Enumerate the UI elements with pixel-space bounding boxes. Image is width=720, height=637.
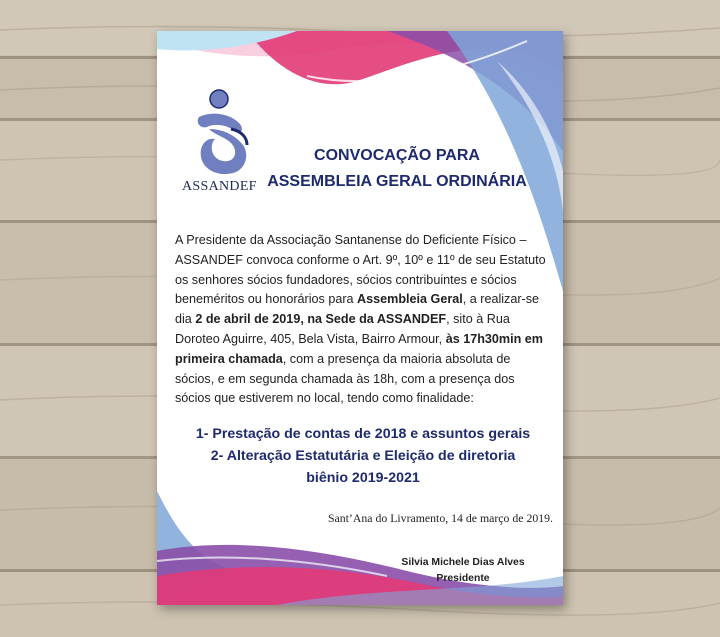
title-line-2: ASSEMBLEIA GERAL ORDINÁRIA bbox=[267, 173, 527, 190]
body-text-2: , a realizar-se dia bbox=[175, 292, 540, 327]
title-line-1: CONVOCAÇÃO PARA bbox=[314, 147, 480, 164]
agenda-item-3: biênio 2019-2021 bbox=[306, 470, 420, 486]
body-text-4: , com a presença da maioria absoluta de sócios, e em segunda chamada às 18h, com a presença dos sócios que estiverem no local, tendo como finalidade: bbox=[175, 351, 515, 406]
logo-wordmark: ASSANDEF bbox=[182, 179, 257, 194]
signature-block bbox=[393, 555, 533, 587]
body-text-1: A Presidente da Associação Santanense do Deficiente Físico – ASSANDEF convoca conforme o Art. 9º, 10º e 11º de seu Estatuto os senhores sócios fundadores, sócios contribuintes e sócios beneméritos ou honorários para bbox=[175, 233, 546, 307]
signer-role: Presidente bbox=[436, 573, 490, 584]
body-bold-1: Assembleia Geral bbox=[357, 292, 463, 307]
date-line: Sant’Ana do Livramento, 14 de março de 2019. bbox=[327, 511, 553, 525]
person-logo-icon bbox=[189, 89, 249, 175]
agenda-item-1: 1- Prestação de contas de 2018 e assuntos gerais bbox=[195, 426, 531, 442]
body-text-3: , sito à Rua Doroteo Aguirre, 405, Bela Vista, Bairro Armour, bbox=[175, 312, 510, 346]
assandef-logo bbox=[177, 89, 257, 209]
notice-body bbox=[175, 231, 551, 409]
notice-paper bbox=[157, 31, 563, 605]
signer-name: Silvia Michele Dias Alves bbox=[401, 557, 525, 568]
body-bold-2: 2 de abril de 2019, na Sede da ASSANDEF bbox=[195, 312, 447, 327]
agenda-list bbox=[175, 423, 551, 489]
notice-title bbox=[267, 143, 527, 195]
agenda-item-2: 2- Alteração Estatutária e Eleição de diretoria bbox=[210, 448, 516, 464]
body-bold-3: às 17h30min em primeira chamada bbox=[175, 331, 543, 366]
